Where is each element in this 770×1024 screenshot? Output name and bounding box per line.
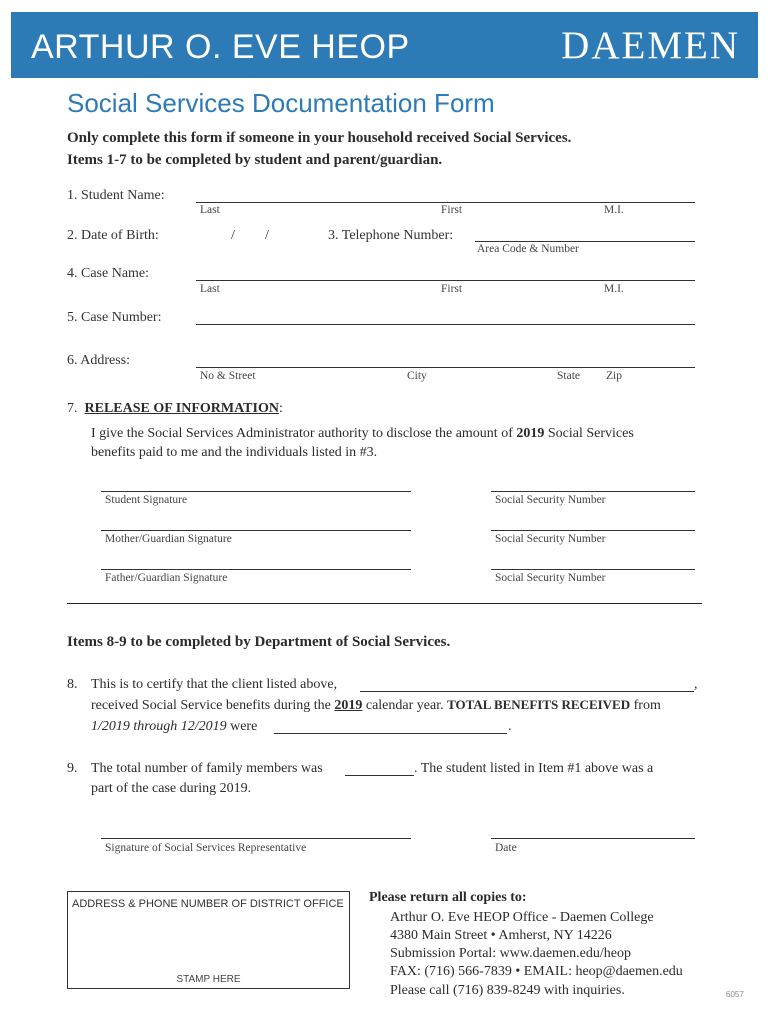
district-office-title: ADDRESS & PHONE NUMBER OF DISTRICT OFFICE bbox=[72, 898, 344, 910]
telephone-sublabel: Area Code & Number bbox=[477, 243, 579, 255]
case-name-field[interactable] bbox=[196, 280, 695, 281]
form-code: 6057 bbox=[726, 990, 744, 999]
student-name-mi-label: M.I. bbox=[604, 204, 624, 216]
student-name-first-label: First bbox=[441, 204, 463, 216]
item8-text-start: received Social Service benefits during the bbox=[91, 698, 335, 713]
date-field[interactable] bbox=[491, 838, 695, 839]
address-zip-label: Zip bbox=[606, 370, 622, 382]
release-heading-text: RELEASE OF INFORMATION bbox=[84, 401, 279, 416]
item8-total-benefits: TOTAL BENEFITS RECEIVED bbox=[447, 697, 631, 712]
telephone-field[interactable] bbox=[475, 241, 695, 242]
return-address: 4380 Main Street • Amherst, NY 14226 bbox=[390, 928, 612, 943]
item8-text-end: from bbox=[630, 698, 661, 713]
release-year: 2019 bbox=[516, 426, 545, 441]
student-name-label: 1. Student Name: bbox=[67, 188, 165, 203]
daemen-logo: DAEMEN bbox=[561, 24, 740, 67]
district-office-box[interactable] bbox=[67, 891, 350, 989]
item8-were: were bbox=[226, 719, 258, 734]
student-signature-field[interactable] bbox=[101, 491, 411, 492]
family-members-field[interactable] bbox=[345, 775, 414, 776]
mother-ssn-field[interactable] bbox=[491, 530, 695, 531]
item8-period: 1/2019 through 12/2019 bbox=[91, 719, 227, 734]
student-ssn-label: Social Security Number bbox=[495, 494, 606, 506]
item8-number: 8. bbox=[67, 677, 78, 692]
mother-signature-label: Mother/Guardian Signature bbox=[105, 533, 232, 545]
mother-signature-field[interactable] bbox=[101, 530, 411, 531]
return-office: Arthur O. Eve HEOP Office - Daemen College bbox=[390, 910, 654, 925]
intro-line-2: Items 1-7 to be completed by student and parent/guardian. bbox=[67, 152, 443, 168]
student-name-last-label: Last bbox=[200, 204, 220, 216]
release-heading bbox=[67, 401, 283, 417]
dob-slash-1: / bbox=[231, 228, 235, 243]
address-city-label: City bbox=[407, 370, 427, 382]
date-label: Date bbox=[495, 842, 517, 854]
father-signature-field[interactable] bbox=[101, 569, 411, 570]
return-portal: Submission Portal: www.daemen.edu/heop bbox=[390, 946, 631, 961]
case-name-first-label: First bbox=[441, 283, 463, 295]
item9-line-1-start: The total number of family members was bbox=[91, 761, 323, 776]
return-phone: Please call (716) 839-8249 with inquiries. bbox=[390, 983, 625, 998]
intro-line-1: Only complete this form if someone in your household received Social Services. bbox=[67, 130, 572, 146]
dob-field[interactable] bbox=[190, 226, 290, 246]
item8-line-3 bbox=[91, 719, 257, 735]
dob-slash-2: / bbox=[265, 228, 269, 243]
item9-line-2: part of the case during 2019. bbox=[91, 781, 252, 796]
mother-ssn-label: Social Security Number bbox=[495, 533, 606, 545]
dob-label: 2. Date of Birth: bbox=[67, 228, 159, 243]
case-name-mi-label: M.I. bbox=[604, 283, 624, 295]
case-number-field[interactable] bbox=[196, 324, 695, 325]
representative-signature-field[interactable] bbox=[101, 838, 411, 839]
address-state-label: State bbox=[557, 370, 580, 382]
form-title: Social Services Documentation Form bbox=[67, 88, 495, 118]
address-field[interactable] bbox=[196, 367, 695, 368]
student-signature-label: Student Signature bbox=[105, 494, 188, 506]
release-text-line-2: benefits paid to me and the individuals listed in #3. bbox=[91, 445, 378, 460]
address-label: 6. Address: bbox=[67, 353, 130, 368]
representative-signature-label: Signature of Social Services Representative bbox=[105, 842, 307, 854]
release-number: 7. bbox=[67, 401, 78, 416]
release-text-start: I give the Social Services Administrator authority to disclose the amount of bbox=[91, 426, 517, 441]
item8-period-end: . bbox=[508, 719, 512, 734]
student-name-field[interactable] bbox=[196, 202, 695, 203]
student-ssn-field[interactable] bbox=[491, 491, 695, 492]
item8-comma: , bbox=[694, 677, 698, 692]
stamp-here-label: STAMP HERE bbox=[176, 974, 241, 985]
return-heading: Please return all copies to: bbox=[369, 890, 527, 905]
telephone-label: 3. Telephone Number: bbox=[328, 228, 454, 243]
section-divider bbox=[67, 603, 702, 604]
case-name-last-label: Last bbox=[200, 283, 220, 295]
father-ssn-label: Social Security Number bbox=[495, 572, 606, 584]
case-number-label: 5. Case Number: bbox=[67, 310, 162, 325]
father-signature-label: Father/Guardian Signature bbox=[105, 572, 228, 584]
header-banner bbox=[11, 12, 758, 78]
father-ssn-field[interactable] bbox=[491, 569, 695, 570]
item8-line-1: This is to certify that the client listed above, bbox=[91, 677, 338, 692]
release-colon: : bbox=[278, 401, 283, 416]
case-name-label: 4. Case Name: bbox=[67, 266, 150, 281]
item8-line-2 bbox=[91, 697, 661, 714]
release-text-end: Social Services bbox=[544, 426, 634, 441]
program-title: ARTHUR O. EVE HEOP bbox=[31, 28, 410, 66]
total-benefits-field[interactable] bbox=[274, 733, 507, 734]
item8-year: 2019 bbox=[334, 698, 363, 713]
return-fax-email: FAX: (716) 566-7839 • EMAIL: heop@daemen.edu bbox=[390, 964, 683, 979]
dss-section-heading: Items 8-9 to be completed by Department of Social Services. bbox=[67, 634, 451, 650]
item8-text-mid: calendar year. bbox=[362, 698, 448, 713]
address-street-label: No & Street bbox=[200, 370, 256, 382]
item9-number: 9. bbox=[67, 761, 78, 776]
client-name-field[interactable] bbox=[360, 691, 694, 692]
release-text-line-1 bbox=[91, 426, 634, 442]
item9-line-1-end: . The student listed in Item #1 above was a bbox=[414, 761, 654, 776]
